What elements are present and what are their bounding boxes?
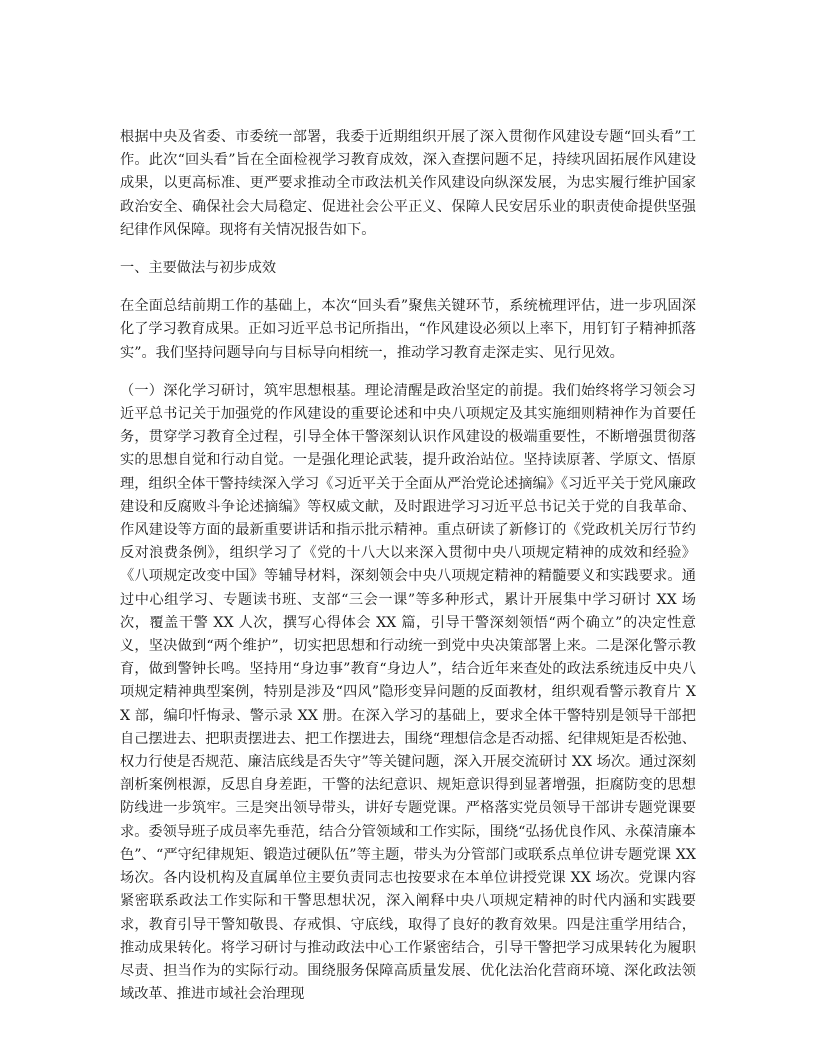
subsection-paragraph: （一）深化学习研讨，筑牢思想根基。理论清醒是政治坚定的前提。我们始终将学习领会习近平总书记关于加强党的作风建设的重要论述和中央八项规定及其实施细则精神作为首要任务，贯穿学习教育全过程，引导全体干警深刻认识作风建设的极端重要性，不断增强贯彻落实的思想自觉和行动自觉。一是强化理论武装，提升政治站位。坚持读原著、学原文、悟原理，组织全体干警持续深入学习《习近平关于全面从严治党论述摘编》《习近平关于党风廉政建设和反腐败斗争论述摘编》等权威文献，及时跟进学习习近平总书记关于党的自我革命、作风建设等方面的最新重要讲话和指示批示精神。重点研读了新修订的《党政机关厉行节约反对浪费条例》，组织学习了《党的十八大以来深入贯彻中央八项规定精神的成效和经验》《八项规定改变中国》等辅导材料，深刻领会中央八项规定精神的精髓要义和实践要求。通过中心组学习、专题读书班、支部“三会一课”等多种形式，累计开展集中学习研讨 XX 场次，覆盖干警 XX 人次，撰写心得体会 XX 篇，引导干警深刻领悟“两个确立”的决定性意义，坚决做到“两个维护”，切实把思想和行动统一到党中央决策部署上来。二是深化警示教育，做到警钟长鸣。坚持用“身边事”教育“身边人”，结合近年来查处的政法系统违反中央八项规定精神典型案例，特别是涉及“四风”隐形变异问题的反面教材，组织观看警示教育片 XX 部，编印忏悔录、警示录 XX 册。在深入学习的基础上，要求全体干警特别是领导干部把自己摆进去、把职责摆进去、把工作摆进去，围绕“理想信念是否动摇、纪律规矩是否松弛、权力行使是否规范、廉洁底线是否失守”等关键问题，深入开展交流研讨 XX 场次。通过深刻剖析案例根源，反思自身差距，干警的法纪意识、规矩意识得到显著增强，拒腐防变的思想防线进一步筑牢。三是突出领导带头，讲好专题党课。严格落实党员领导干部讲专题党课要求。委领导班子成员率先垂范，结合分管领域和工作实际，围绕“弘扬优良作风、永葆清廉本色”、“严守纪律规矩、锻造过硬队伍”等主题，带头为分管部门或联系点单位讲专题党课 XX 场次。各内设机构及直属单位主要负责同志也按要求在本单位讲授党课 XX 场次。党课内容紧密联系政法工作实际和干警思想状况，深入阐释中央八项规定精神的时代内涵和实践要求，教育引导干警知敬畏、存戒惧、守底线，取得了良好的教育效果。四是注重学用结合，推动成果转化。将学习研讨与推动政法中心工作紧密结合，引导干警把学习成果转化为履职尽责、担当作为的实际行动。围绕服务保障高质量发展、优化法治化营商环境、深化政法领域改革、推进市域社会治理现 (120, 382, 696, 1003)
section-heading: 一、主要做法与初步成效 (120, 260, 277, 277)
intro-paragraph: 根据中央及省委、市委统一部署，我委于近期组织开展了深入贯彻作风建设专题“回头看”工作。此次“回头看”旨在全面检视学习教育成效，深入查摆问题不足，持续巩固拓展作风建设成果，以更高标准、更严要求推动全市政法机关作风建设向纵深发展，为忠实履行维护国家政治安全、确保社会大局稳定、促进社会公平正义、保障人民安居乐业的职责使命提供坚强纪律作风保障。现将有关情况报告如下。 (120, 129, 696, 238)
section-intro-paragraph: 在全面总结前期工作的基础上，本次“回头看”聚焦关键环节，系统梳理评估，进一步巩固深化了学习教育成果。正如习近平总书记所指出，“作风建设必须以上率下，用钉钉子精神抓落实”。我们坚持问题导向与目标导向相统一，推动学习教育走深走实、见行见效。 (120, 298, 696, 361)
document-body (120, 126, 696, 1021)
